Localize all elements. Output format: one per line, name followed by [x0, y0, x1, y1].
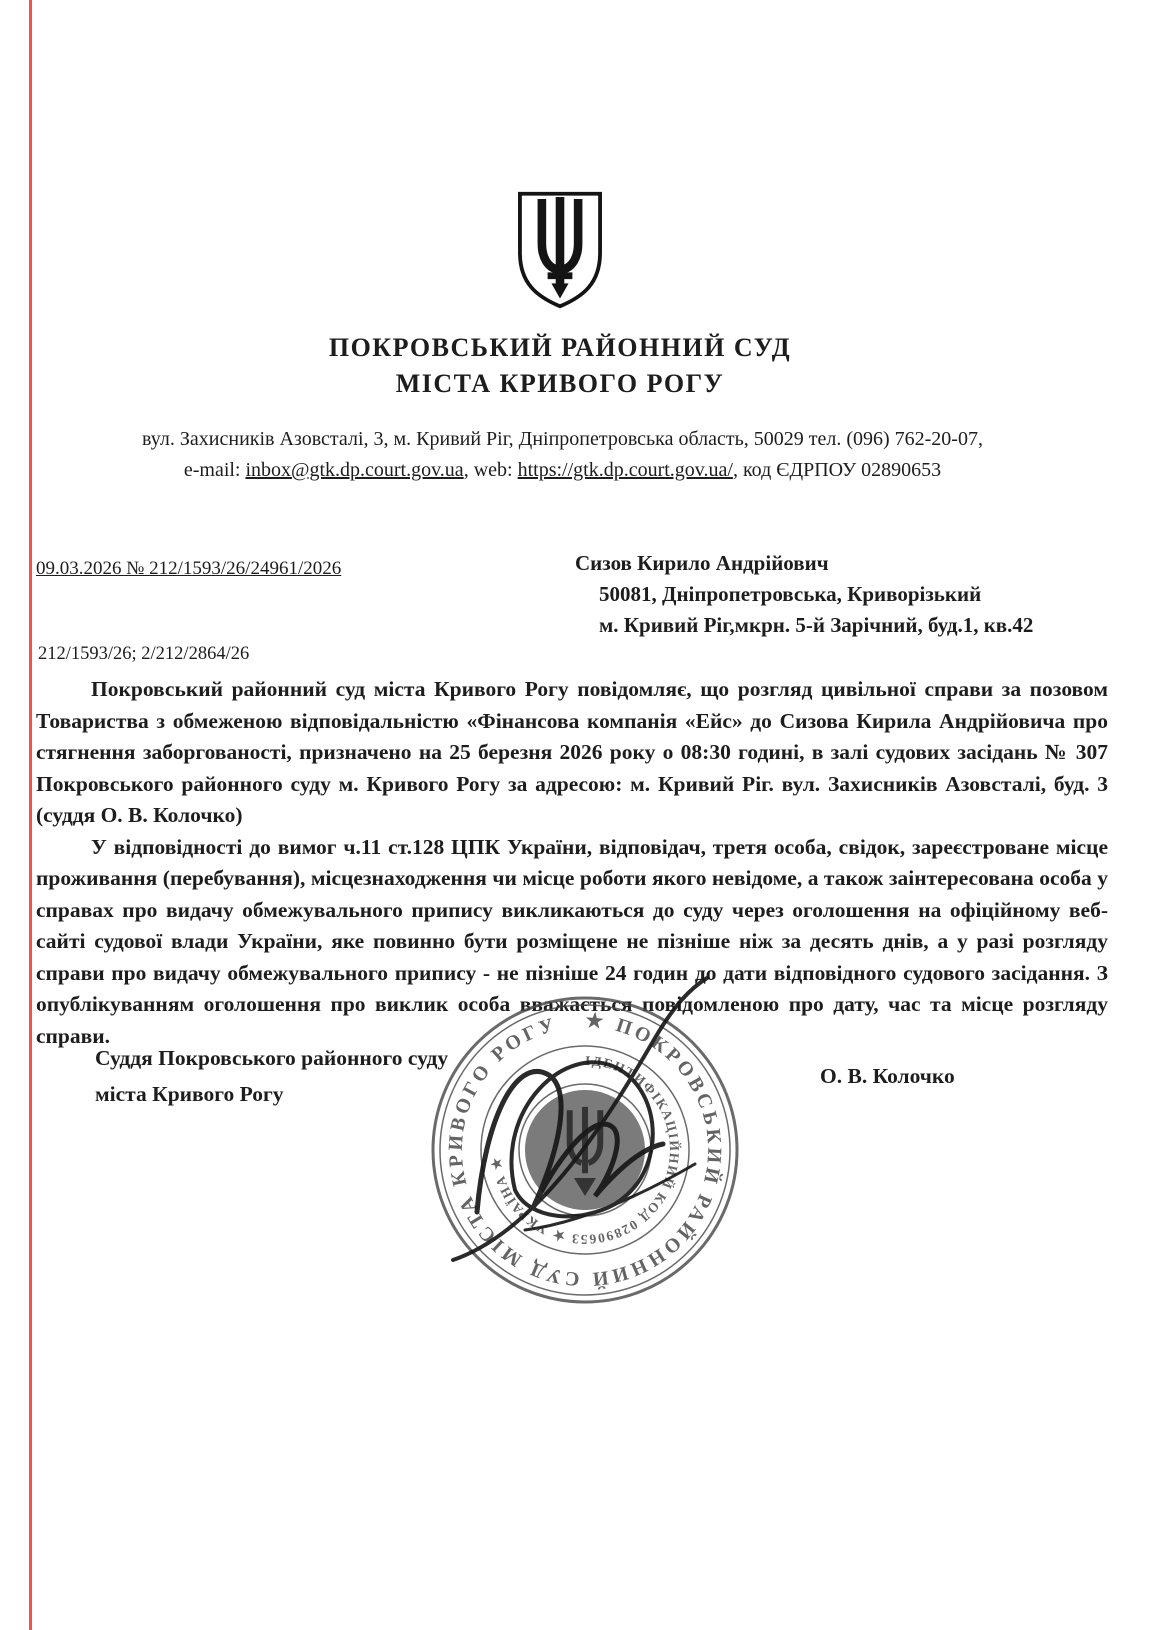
court-name-line2: МІСТА КРИВОГО РОГУ	[395, 369, 725, 398]
recipient-name: Сизов Кирило Андрійович	[575, 551, 829, 575]
recipient-address-line1: 50081, Дніпропетровська, Криворізький	[599, 582, 982, 606]
edrpou-code: , код ЄДРПОУ 02890653	[732, 459, 942, 481]
outgoing-date-number: 09.03.2026 № 212/1593/26/24961/2026	[36, 558, 342, 579]
recipient-block	[575, 548, 1033, 641]
recipient-address-line2: м. Кривий Ріг,мкрн. 5-й Зарічний, буд.1, кв.42	[599, 613, 1034, 637]
hearing-location-text: в залі судових засідань № 307 Покровського районного суду м. Кривого Рогу за адресою: м. Кривий Ріг. вул. Захисників Азовсталі, буд. 3 (суддя О. В. Колочко)	[36, 740, 1108, 827]
court-contact-line	[0, 455, 1125, 486]
paragraph-legal-basis: У відповідності до вимог ч.11 ст.128 ЦПК України, відповідач, третя особа, свідок, зареєстроване місце проживання (перебування), місцезнаходження чи місце роботи якого невідоме, а також заінтересована особа у справах про видачу обмежувального припису викликаються до суду через оголошення на офіційному веб-сайті судової влади України, яке повинно бути розміщене не пізніше ніж за десять днів, а у разі розгляду справи про видачу обмежувального припису - не пізніше 24 годин до дати відповідного судового засідання. З опублікуванням оголошення про виклик особа вважається повідомленою про дату, час та місце розгляду справи.	[36, 834, 1108, 1048]
stamp-outer-text: ★ ПОКРОВСЬКИЙ РАЙОННИЙ СУД МІСТА КРИВОГО РОГУ	[444, 1009, 726, 1291]
ukraine-trident-emblem-icon	[512, 188, 608, 312]
judge-title-line1: Суддя Покровського районного суду	[95, 1046, 449, 1070]
court-stamp-and-signature	[383, 948, 787, 1352]
scan-margin-line	[29, 0, 32, 1630]
web-link: https://gtk.dp.court.gov.ua/	[517, 459, 733, 481]
case-reference-numbers: 212/1593/26; 2/212/2864/26	[38, 644, 250, 664]
email-label: e-mail:	[183, 459, 246, 481]
court-name	[0, 330, 1120, 402]
hearing-notice-text: Покровський районний суд міста Кривого Рогу повідомляє, що розгляд цивільної справи за позовом Товариства з обмеженою відповідальністю «Фінансова компанія «Ейс» до Сизова Кирила Андрійовича про стягнення заборгованості, призначено	[36, 677, 1108, 764]
web-label: , web:	[463, 459, 518, 481]
stamp-inner-text: ІДЕНТИФІКАЦІЙНИЙ КОД 02890653 ★ УКРАЇНА ★	[488, 1052, 683, 1248]
court-contact-block	[0, 424, 1125, 486]
paragraph-hearing-notice	[36, 674, 1108, 832]
judge-name: О. В. Колочко	[820, 1064, 955, 1088]
hearing-date-time: на 25 березня 2026 року о 08:30 годині,	[418, 740, 805, 764]
court-name-line1: ПОКРОВСЬКИЙ РАЙОННИЙ СУД	[328, 333, 792, 362]
email-link: inbox@gtk.dp.court.gov.ua	[245, 459, 464, 481]
court-address-line: вул. Захисників Азовсталі, 3, м. Кривий Ріг, Дніпропетровська область, 50029 тел. (096) 762-20-07,	[142, 428, 983, 450]
judge-title-line2: міста Кривого Рогу	[95, 1082, 284, 1106]
